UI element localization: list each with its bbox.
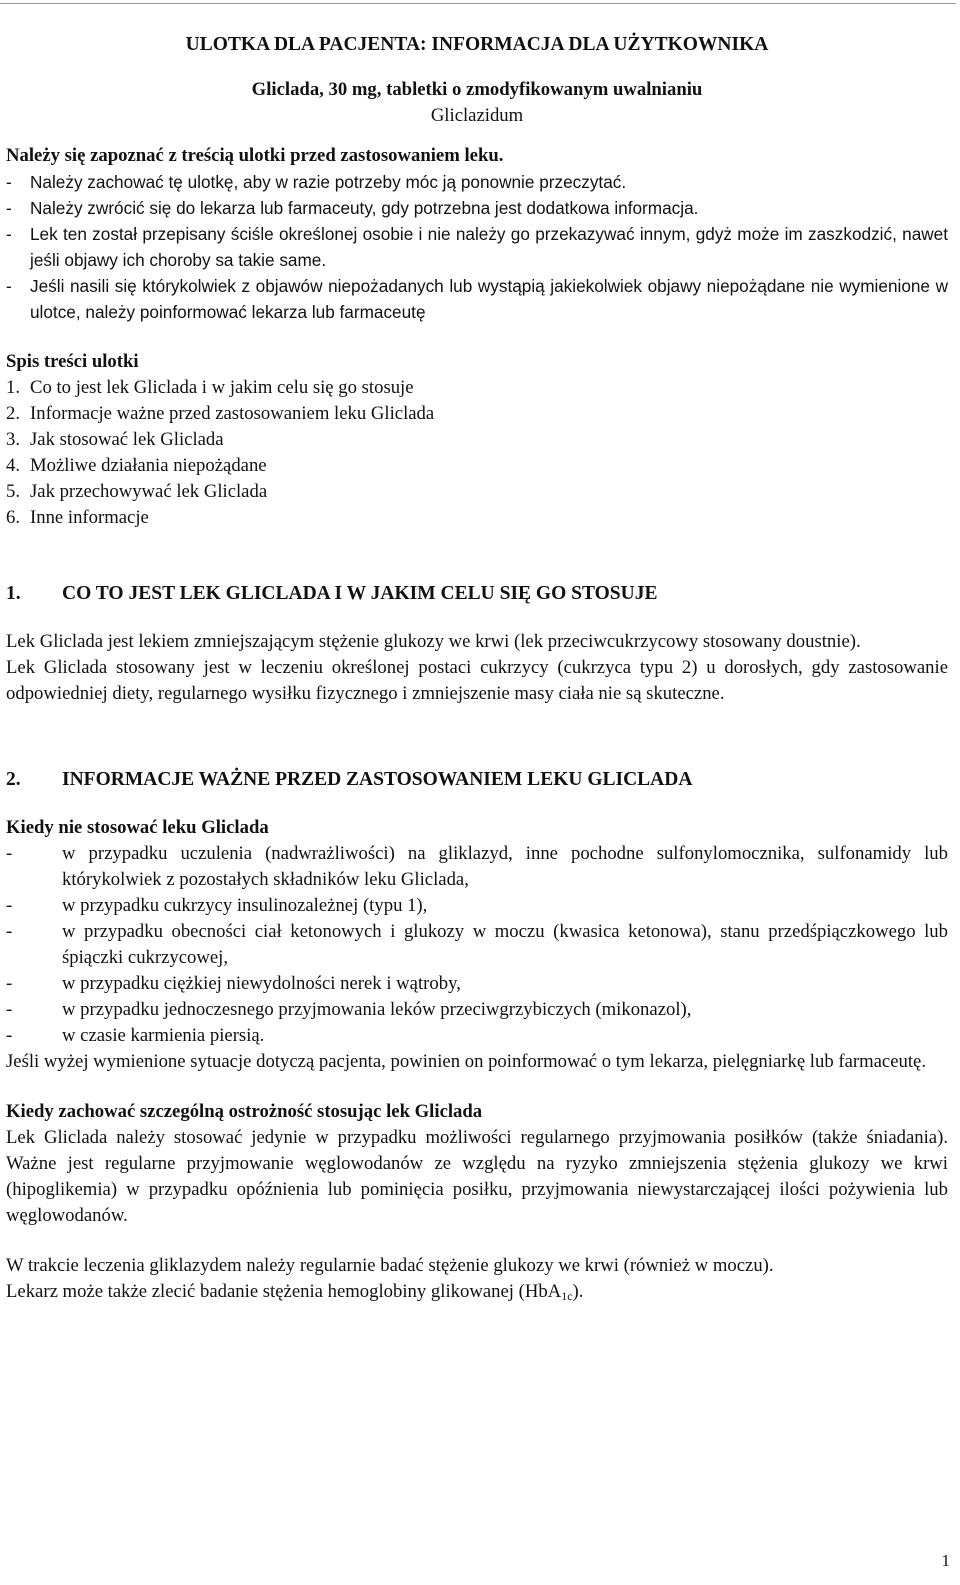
list-item: - w przypadku uczulenia (nadwrażliwości) na gliklazyd, inne pochodne sulfonylomocznika, sulfonamidy lub którykolwiek z pozostałych składników leku Gliclada,	[6, 843, 948, 890]
substance-name: Gliclazidum	[430, 105, 524, 126]
top-rule	[0, 3, 956, 4]
product-name: Gliclada, 30 mg, tabletki o zmodyfikowanym uwalnianiu	[251, 79, 703, 100]
toc-item: 4. Możliwe działania niepożądane	[6, 455, 267, 476]
section-2-heading: 2. INFORMACJE WAŻNE PRZED ZASTOSOWANIEM LEKU GLICLADA	[6, 769, 693, 790]
document-page	[6, 32, 948, 1305]
contraindications-note: Jeśli wyżej wymienione sytuacje dotyczą pacjenta, powinien on poinformować o tym lekarza, pielęgniarkę lub farmaceutę.	[6, 1051, 927, 1072]
toc-item: 5. Jak przechowywać lek Gliclada	[6, 481, 268, 502]
intro-heading: Należy się zapoznać z treścią ulotki przed zastosowaniem leku.	[6, 145, 504, 166]
list-item: - Należy zachować tę ulotkę, aby w razie potrzeby móc ją ponownie przeczytać.	[6, 172, 627, 192]
toc-heading: Spis treści ulotki	[6, 351, 139, 372]
document-title: ULOTKA DLA PACJENTA: INFORMACJA DLA UŻYTKOWNIKA	[185, 34, 769, 55]
toc-item: 3. Jak stosować lek Gliclada	[6, 429, 224, 450]
list-item: - Jeśli nasili się którykolwiek z objawów niepożadanych lub wystąpią jakiekolwiek objawy niepożądane nie wymienione w ulotce, należy poinformować lekarza lub farmaceutę	[6, 276, 948, 322]
intro-list	[6, 169, 948, 325]
toc-item: 1. Co to jest lek Gliclada i w jakim celu się go stosuje	[6, 377, 414, 398]
list-item: - w przypadku cukrzycy insulinozależnej (typu 1),	[6, 895, 428, 916]
section-1-paragraph-2: Lek Gliclada stosowany jest w leczeniu określonej postaci cukrzycy (cukrzyca typu 2) u dorosłych, gdy zastosowanie odpowiedniej diety, regularnego wysiłku fizycznego i zmniejszenie masy ciała nie są skuteczne.	[6, 657, 948, 704]
toc-item: 2. Informacje ważne przed zastosowaniem leku Gliclada	[6, 403, 435, 424]
contraindications-list	[6, 841, 948, 1049]
contraindications-heading: Kiedy nie stosować leku Gliclada	[6, 817, 269, 838]
list-item: - w przypadku jednoczesnego przyjmowania leków przeciwgrzybiczych (mikonazol),	[6, 999, 692, 1020]
caution-paragraph-1: Lek Gliclada należy stosować jedynie w przypadku możliwości regularnego przyjmowania posiłków (także śniadania). Ważne jest regularne przyjmowanie węglowodanów ze względu na ryzyko zmniejszenia stężenia glukozy we krwi (hipoglikemia) w przypadku opóźnienia lub pominięcia posiłku, przyjmowania niewystarczającej ilości pożywienia lub węglowodanów.	[6, 1127, 948, 1226]
list-item: - w przypadku ciężkiej niewydolności nerek i wątroby,	[6, 973, 461, 994]
list-item: - w przypadku obecności ciał ketonowych i glukozy w moczu (kwasica ketonowa), stanu przedśpiączkowego lub śpiączki cukrzycowej,	[6, 921, 948, 968]
list-item: - Lek ten został przepisany ściśle określonej osobie i nie należy go przekazywać innym, gdyż może im zaszkodzić, nawet jeśli objawy ich choroby sa takie same.	[6, 224, 948, 270]
toc-list	[6, 375, 948, 531]
page-number: 1	[941, 1551, 950, 1570]
caution-paragraph-2: W trakcie leczenia gliklazydem należy regularnie badać stężenie glukozy we krwi (również w moczu).	[6, 1255, 774, 1276]
caution-paragraph-3: Lekarz może także zlecić badanie stężenia hemoglobiny glikowanej (HbA$_{1c}$).	[6, 1281, 584, 1303]
caution-heading: Kiedy zachować szczególną ostrożność stosując lek Gliclada	[6, 1101, 483, 1122]
list-item: - Należy zwrócić się do lekarza lub farmaceuty, gdy potrzebna jest dodatkowa informacja.	[6, 198, 699, 218]
section-1-heading: 1. CO TO JEST LEK GLICLADA I W JAKIM CELU SIĘ GO STOSUJE	[6, 583, 658, 604]
section-1-paragraph-1: Lek Gliclada jest lekiem zmniejszającym stężenie glukozy we krwi (lek przeciwcukrzycowy stosowany doustnie).	[6, 631, 861, 652]
list-item: - w czasie karmienia piersią.	[6, 1025, 265, 1046]
toc-item: 6. Inne informacje	[6, 507, 149, 528]
